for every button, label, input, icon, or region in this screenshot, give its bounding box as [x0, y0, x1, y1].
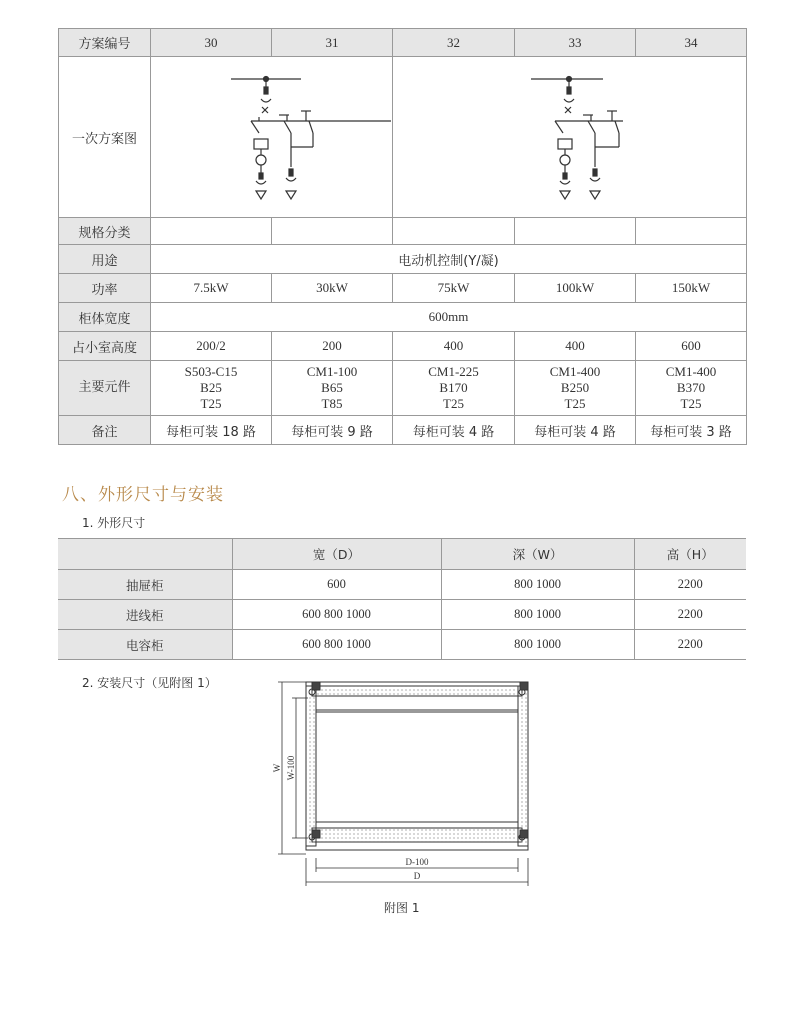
d100-label: D-100	[405, 857, 429, 867]
remarks-row	[59, 416, 747, 445]
dimension-table	[58, 538, 746, 660]
power-value: 150kW	[636, 274, 747, 303]
height-row	[59, 332, 747, 361]
power-row	[59, 274, 747, 303]
d-label: D	[413, 871, 421, 881]
remarks-label: 备注	[59, 416, 151, 445]
w100-label: W-100	[286, 755, 296, 781]
cabinet-height: 2200	[634, 570, 746, 600]
circuit-diagram-icon	[151, 57, 393, 213]
section-title: 八、外形尺寸与安装	[62, 485, 224, 505]
cabinet-depth: 800 1000	[441, 630, 634, 660]
height-value: 400	[393, 332, 515, 361]
scheme-number: 31	[272, 29, 393, 57]
scheme-table	[58, 28, 747, 445]
dimension-header	[58, 539, 232, 570]
remarks-value: 每柜可装 3 路	[636, 416, 747, 445]
width-row	[59, 303, 747, 332]
usage-row	[59, 245, 747, 274]
cabinet-height: 2200	[634, 600, 746, 630]
figure-caption: 附图 1	[384, 901, 420, 915]
installation-drawing	[268, 672, 540, 892]
height-value: 600	[636, 332, 747, 361]
scheme-header-row	[59, 29, 747, 57]
width-label: 柜体宽度	[59, 303, 151, 332]
cabinet-name: 电容柜	[58, 630, 232, 660]
components-cell: CM1-400 B250 T25	[515, 361, 636, 416]
cabinet-width: 600	[232, 570, 441, 600]
scheme-number: 34	[636, 29, 747, 57]
dimension-header: 深（W）	[441, 539, 634, 570]
subsection-installation: 2. 安装尺寸（见附图 1）	[82, 676, 217, 690]
table-row	[58, 630, 746, 660]
power-value: 100kW	[515, 274, 636, 303]
components-label: 主要元件	[59, 361, 151, 416]
power-label: 功率	[59, 274, 151, 303]
spec-label: 规格分类	[59, 218, 151, 245]
circuit-diagram-right	[393, 57, 747, 218]
components-cell: CM1-225 B170 T25	[393, 361, 515, 416]
remarks-value: 每柜可装 18 路	[151, 416, 272, 445]
dimension-header: 宽（D）	[232, 539, 441, 570]
power-value: 7.5kW	[151, 274, 272, 303]
components-row	[59, 361, 747, 416]
w-label: W	[272, 763, 282, 773]
components-cell: S503-C15 B25 T25	[151, 361, 272, 416]
remarks-value: 每柜可装 9 路	[272, 416, 393, 445]
height-value: 200	[272, 332, 393, 361]
circuit-diagram-icon	[393, 57, 747, 213]
table-row	[58, 570, 746, 600]
table-row	[58, 600, 746, 630]
cabinet-name: 进线柜	[58, 600, 232, 630]
subsection-dimensions: 1. 外形尺寸	[82, 516, 146, 530]
power-value: 75kW	[393, 274, 515, 303]
scheme-number: 32	[393, 29, 515, 57]
cabinet-depth: 800 1000	[441, 600, 634, 630]
scheme-number: 33	[515, 29, 636, 57]
height-label: 占小室高度	[59, 332, 151, 361]
dimension-header: 高（H）	[634, 539, 746, 570]
cabinet-width: 600 800 1000	[232, 600, 441, 630]
height-value: 200/2	[151, 332, 272, 361]
remarks-value: 每柜可装 4 路	[393, 416, 515, 445]
cabinet-width: 600 800 1000	[232, 630, 441, 660]
cabinet-name: 抽屉柜	[58, 570, 232, 600]
height-value: 400	[515, 332, 636, 361]
width-value: 600mm	[151, 303, 747, 332]
usage-label: 用途	[59, 245, 151, 274]
remarks-value: 每柜可装 4 路	[515, 416, 636, 445]
components-cell: CM1-100 B65 T85	[272, 361, 393, 416]
power-value: 30kW	[272, 274, 393, 303]
components-cell: CM1-400 B370 T25	[636, 361, 747, 416]
cabinet-outline	[306, 682, 528, 850]
diagram-label: 一次方案图	[59, 57, 151, 218]
circuit-diagram-left	[151, 57, 393, 218]
scheme-number: 30	[151, 29, 272, 57]
scheme-header-label: 方案编号	[59, 29, 151, 57]
dimension-header-row	[58, 539, 746, 570]
spec-row	[59, 218, 747, 245]
cabinet-height: 2200	[634, 630, 746, 660]
diagram-row	[59, 57, 747, 218]
usage-value: 电动机控制(Y/凝)	[151, 245, 747, 274]
cabinet-depth: 800 1000	[441, 570, 634, 600]
